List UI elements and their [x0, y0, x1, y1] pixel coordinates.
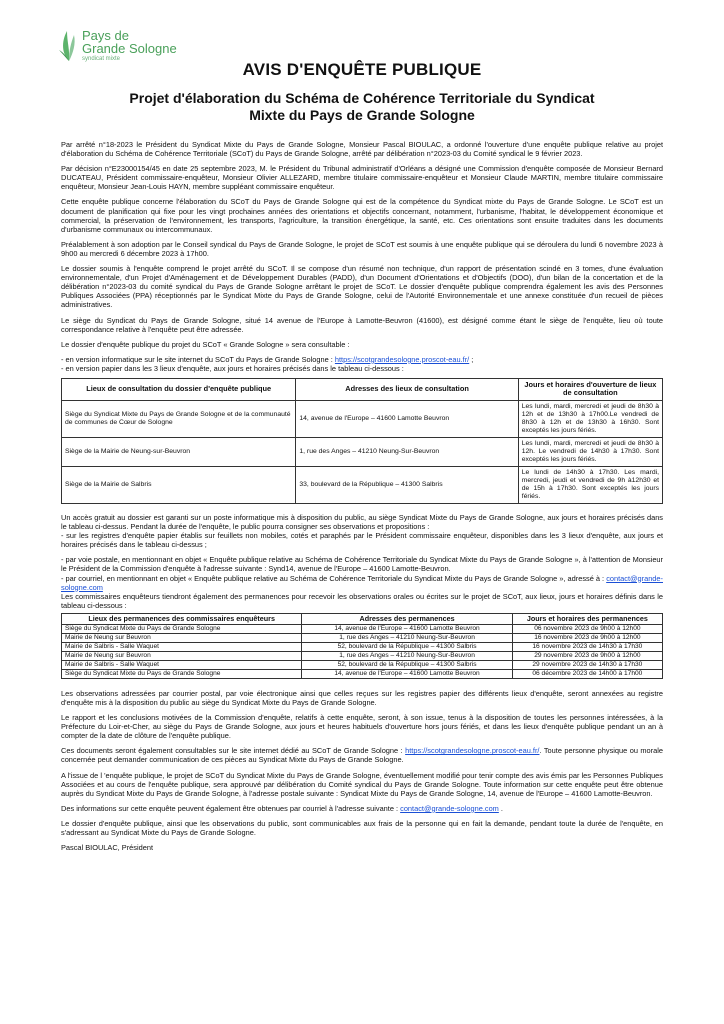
leaf-logo-icon: [58, 28, 80, 62]
table-cell: 14, avenue de l'Europe – 41600 Lamotte Beuvron: [302, 669, 512, 678]
table-row: [62, 643, 663, 652]
paragraph: Un accès gratuit au dossier est garanti sur un poste informatique mis à disposition du public, au siège Syndicat Mixte du Pays de Grande Sologne, aux jours et horaires précisés dans le tableau ci-dessus. Pendant la durée de l'enquête, le public pourra consigner ses observations et propositions :: [61, 512, 663, 532]
paragraph: Le dossier d'enquête publique du projet du SCoT « Grande Sologne » sera consultable :: [61, 339, 350, 349]
table-cell: 1, rue des Anges – 41210 Neung-Sur-Beuvron: [296, 437, 518, 466]
table-cell: Le lundi de 14h30 à 17h30. Les mardi, mercredi, jeudi et vendredi de 9h à12h30 et de 15h à 17h30. Sont exceptés les jours fériés.: [518, 466, 662, 503]
table-header-row: [62, 613, 663, 625]
signature: Pascal BIOULAC, Président: [61, 843, 154, 853]
contact-email-link[interactable]: contact@grande-sologne.com: [61, 573, 663, 592]
table-row: [62, 669, 663, 678]
logo-line-3: syndicat mixte: [82, 56, 121, 62]
table-cell: 29 novembre 2023 de 14h30 à 17h30: [512, 661, 662, 670]
table-cell: 16 novembre 2023 de 14h30 à 17h30: [512, 643, 662, 652]
document-title: AVIS D'ENQUÊTE PUBLIQUE: [242, 60, 482, 79]
table-cell: 29 novembre 2023 de 9h00 à 12h00: [512, 652, 662, 661]
table-row: [62, 437, 663, 466]
text: ;: [469, 354, 474, 364]
table-cell: 14, avenue de l'Europe – 41600 Lamotte Beuvron: [302, 625, 512, 634]
paragraph: - par voie postale, en mentionnant en objet « Enquête publique relative au Schéma de Cohérence Territoriale du Syndicat Mixte du Pays de Grande Sologne », à l'attention de Monsieur le Président de la Commission d'enquête à l'adresse suivante : Synd14, avenue de l'Europe – 41600 Lamotte-Beuvron.: [61, 555, 663, 574]
table-row: [62, 625, 663, 634]
paragraph: - en version papier dans les 3 lieux d'enquête, aux jours et horaires précisés dans le tableau ci-dessous :: [61, 363, 404, 373]
scot-website-link[interactable]: https://scotgrandesologne.proscot-eau.fr/: [334, 354, 470, 364]
paragraph: Les commissaires enquêteurs tiendront également des permanences pour recevoir les observations orales ou écrites sur le projet de SCoT, aux lieux, jours et horaires définis dans le tableau ci-dessous :: [61, 591, 663, 610]
paragraph: Le rapport et les conclusions motivées de la Commission d'enquête, relatifs à cette enquête, seront, à son issue, tenus à la disposition de toutes les personnes intéressées, à la Préfecture du Loir-et-Cher, au siège du Pays de Grande Sologne, aux jours et heures habituels d'ouverture hors jours fériés, et dans les lieux d'enquête publique pendant un an à compter de la date de clôture de l'enquête publique.: [61, 713, 663, 741]
text: - en version informatique sur le site internet du SCoT du Pays de Grande Sologne :: [61, 354, 335, 364]
text: Ces documents seront également consultables sur le site internet dédié au SCoT de Grande Sologne :: [61, 746, 406, 756]
table-cell: Siège du Syndicat Mixte du Pays de Grande Sologne: [62, 669, 302, 678]
table-cell: 06 décembre 2023 de 14h00 à 17h00: [512, 669, 662, 678]
paragraph: [61, 804, 663, 813]
paragraph: [61, 574, 663, 592]
table-header-row: [62, 378, 663, 400]
table-header: Adresses des lieux de consultation: [296, 378, 518, 400]
paragraph: Par décision n°E23000154/45 en date 25 septembre 2023, M. le Président du Tribunal administratif d'Orléans a désigné une Commission d'enquête composée de Monsieur Bernard DUCATEAU, Président commissaire-enquêteur, Monsieur Olivier ALLEZARD, membre titulaire commissaire-enquêteur et Monsieur Claude MARTIN, membre titulaire commissaire enquêteur, Monsieur Jean-Louis HAYN, membre suppléant commissaire enquêteur.: [61, 164, 663, 192]
paragraph: A l'issue de l 'enquête publique, le projet de SCoT du Syndicat Mixte du Pays de Grande Sologne, éventuellement modifié pour tenir compte des avis émis par les Personnes Publiques Associées et au cours de l'enquête publique, sera approuvé par délibération du Comité syndical du Pays de Grande Sologne. Toute information sur cette enquête peut être obtenue auprès du Syndicat Mixte du Pays de Grande Sologne, à l'adresse postale suivante : Syndicat Mixte du Pays de Grande Sologne, 14, avenue de l'Europe – 41600 Lamotte-Beuvron.: [61, 770, 663, 798]
table-cell: Siège de la Mairie de Salbris: [62, 466, 296, 503]
text: - par courriel, en mentionnant en objet « Enquête publique relative au Schéma de Cohérence Territoriale du Syndicat Mixte du Pays de Grande Sologne », adressé à :: [61, 573, 607, 583]
table-header: Jours et horaires d'ouverture de lieux de consultation: [518, 378, 662, 400]
table-cell: 1, rue des Anges – 41210 Neung-Sur-Beuvron: [302, 652, 512, 661]
table-cell: Mairie de Salbris - Salle Waquet: [62, 661, 302, 670]
table-row: [62, 466, 663, 503]
table-cell: Mairie de Neung sur Beuvron: [62, 634, 302, 643]
paragraph: [61, 746, 663, 764]
table-header: Lieux de consultation du dossier d'enquête publique: [62, 378, 296, 400]
table-cell: 33, boulevard de la République – 41300 Salbris: [296, 466, 518, 503]
document-body: [61, 140, 663, 858]
table-cell: 14, avenue de l'Europe – 41600 Lamotte Beuvron: [296, 400, 518, 437]
table-cell: Les lundi, mardi, mercredi et jeudi de 8h30 à 12h et de 13h30 à 17h00.Le vendredi de 8h30 à 12h et de 13h30 à 16h30. Sont exceptés les jours fériés.: [518, 400, 662, 437]
table-cell: 52, boulevard de la République – 41300 Salbris: [302, 643, 512, 652]
paragraph: Par arrêté n°18-2023 le Président du Syndicat Mixte du Pays de Grande Sologne, Monsieur Pascal BIOULAC, a ordonné l'ouverture d'une enquête publique relative au projet d'élaboration du Schéma de Cohérence Territoriale (SCoT) du Pays de Grande Sologne, arrêté par délibération n°2023-03 du Comité syndical le 9 février 2023.: [61, 140, 663, 159]
table-cell: Mairie de Neung sur Beuvron: [62, 652, 302, 661]
paragraph: Les observations adressées par courrier postal, par voie électronique ainsi que celles reçues sur les registres papier des différents lieux d'enquête, seront annexées au registre d'enquête mis à la disposition du public au siège du Syndicat Mixte du Pays de Grande Sologne.: [61, 688, 663, 707]
logo-line-1: Pays de: [82, 28, 129, 43]
table-cell: 06 novembre 2023 de 9h00 à 12h00: [512, 625, 662, 634]
table-cell: Les lundi, mardi, mercredi et jeudi de 8h30 à 12h. Le vendredi de 14h30 à 17h30. Sont exceptés les jours fériés.: [518, 437, 662, 466]
permanences-table: [61, 613, 663, 679]
scot-website-link[interactable]: https://scotgrandesologne.proscot-eau.fr/: [405, 746, 540, 756]
table-header: Adresses des permanences: [302, 613, 512, 625]
table-cell: 16 novembre 2023 de 9h00 à 12h00: [512, 634, 662, 643]
paragraph: Le siège du Syndicat du Pays de Grande Sologne, situé 14 avenue de l'Europe à Lamotte-Beuvron (41600), est désigné comme étant le siège de l'enquête, lieu où toute correspondance relative à l'enquête peut être adressée.: [61, 315, 663, 334]
logo-line-2: Grande Sologne: [82, 41, 177, 56]
table-cell: 52, boulevard de la République – 41300 Salbris: [302, 661, 512, 670]
table-row: [62, 661, 663, 670]
text: Des informations sur cette enquête peuvent également être obtenues par courriel à l'adresse suivante :: [61, 803, 401, 813]
table-row: [62, 400, 663, 437]
paragraph: - sur les registres d'enquête papier établis sur feuillets non mobiles, cotés et paraphés par le Président commissaire enquêteur, disponibles dans les 3 lieux d'enquête, aux jours et horaires précisés dans le tableau ci-dessus ;: [61, 531, 663, 550]
paragraph: Le dossier soumis à l'enquête comprend le projet arrêté du SCoT. Il se compose d'un résumé non technique, d'un rapport de présentation scindé en 3 tomes, d'une évaluation environnementale, d'un Projet d'Aménagement et de Développement Durables (PADD), d'un Document d'Orientations et d'Objectifs (DOO), d'un bilan de la concertation et de la délibération n°2023-03 du comité syndical du Pays de Grande Sologne arrêtant le projet de SCoT. Le dossier d'enquête publique comprendra également les avis des Personnes Publiques Associées (PPA) réceptionnés par le Syndicat Mixte du Pays de Grande Sologne, celui de l'Autorité Environnementale et une annexe constituée d'un recueil de pièces administratives.: [61, 264, 663, 310]
consultation-table: [61, 378, 663, 504]
table-header: Lieux des permanences des commissaires enquêteurs: [62, 613, 302, 625]
document-subtitle: Projet d'élaboration du Schéma de Cohérence Territoriale du Syndicat Mixte du Pays de Grande Sologne: [129, 90, 595, 123]
table-cell: 1, rue des Anges – 41210 Neung-Sur-Beuvron: [302, 634, 512, 643]
table-row: [62, 634, 663, 643]
paragraph: Le dossier d'enquête publique, ainsi que les observations du public, sont communicables aux frais de la personne qui en fait la demande, pendant toute la durée de l'enquête, en s'adressant au Syndicat Mixte du Pays de Grande Sologne.: [61, 818, 663, 837]
table-cell: Siège du Syndicat Mixte du Pays de Grande Sologne et de la communauté de communes de Cœur de Sologne: [62, 400, 296, 437]
paragraph: Cette enquête publique concerne l'élaboration du SCoT du Pays de Grande Sologne qui est de la compétence du Syndicat mixte du Pays de Grande Sologne. Le SCoT est un document de planification qui fixe pour les vingt prochaines années des orientations et objectifs concernant, notamment, l'urbanisme, l'habitat, le développement économique et commercial, la préservation de l'environnement, les transports, l'agriculture, la transition énergétique, la santé, etc. Ces orientations sont ensuite traduites dans les documents d'urbanisme communaux ou intercommunaux.: [61, 197, 663, 234]
table-cell: Mairie de Salbris - Salle Waquet: [62, 643, 302, 652]
paragraph: [61, 355, 663, 364]
table-header: Jours et horaires des permanences: [512, 613, 662, 625]
table-row: [62, 652, 663, 661]
table-cell: Siège du Syndicat Mixte du Pays de Grande Sologne: [62, 625, 302, 634]
paragraph: Préalablement à son adoption par le Conseil syndical du Pays de Grande Sologne, le projet de SCoT est soumis à une enquête publique qui se déroulera du lundi 6 novembre 2023 à 9h00 au mercredi 6 décembre 2023 à 17h00.: [61, 239, 663, 258]
text: .: [498, 803, 503, 813]
text: . Toute personne physique ou morale concernée peut demander communication de ces pièces au Syndicat Mixte du Pays de Grande Sologne.: [61, 746, 663, 765]
table-cell: Siège de la Mairie de Neung-sur-Beuvron: [62, 437, 296, 466]
contact-email-link[interactable]: contact@grande-sologne.com: [400, 803, 499, 813]
